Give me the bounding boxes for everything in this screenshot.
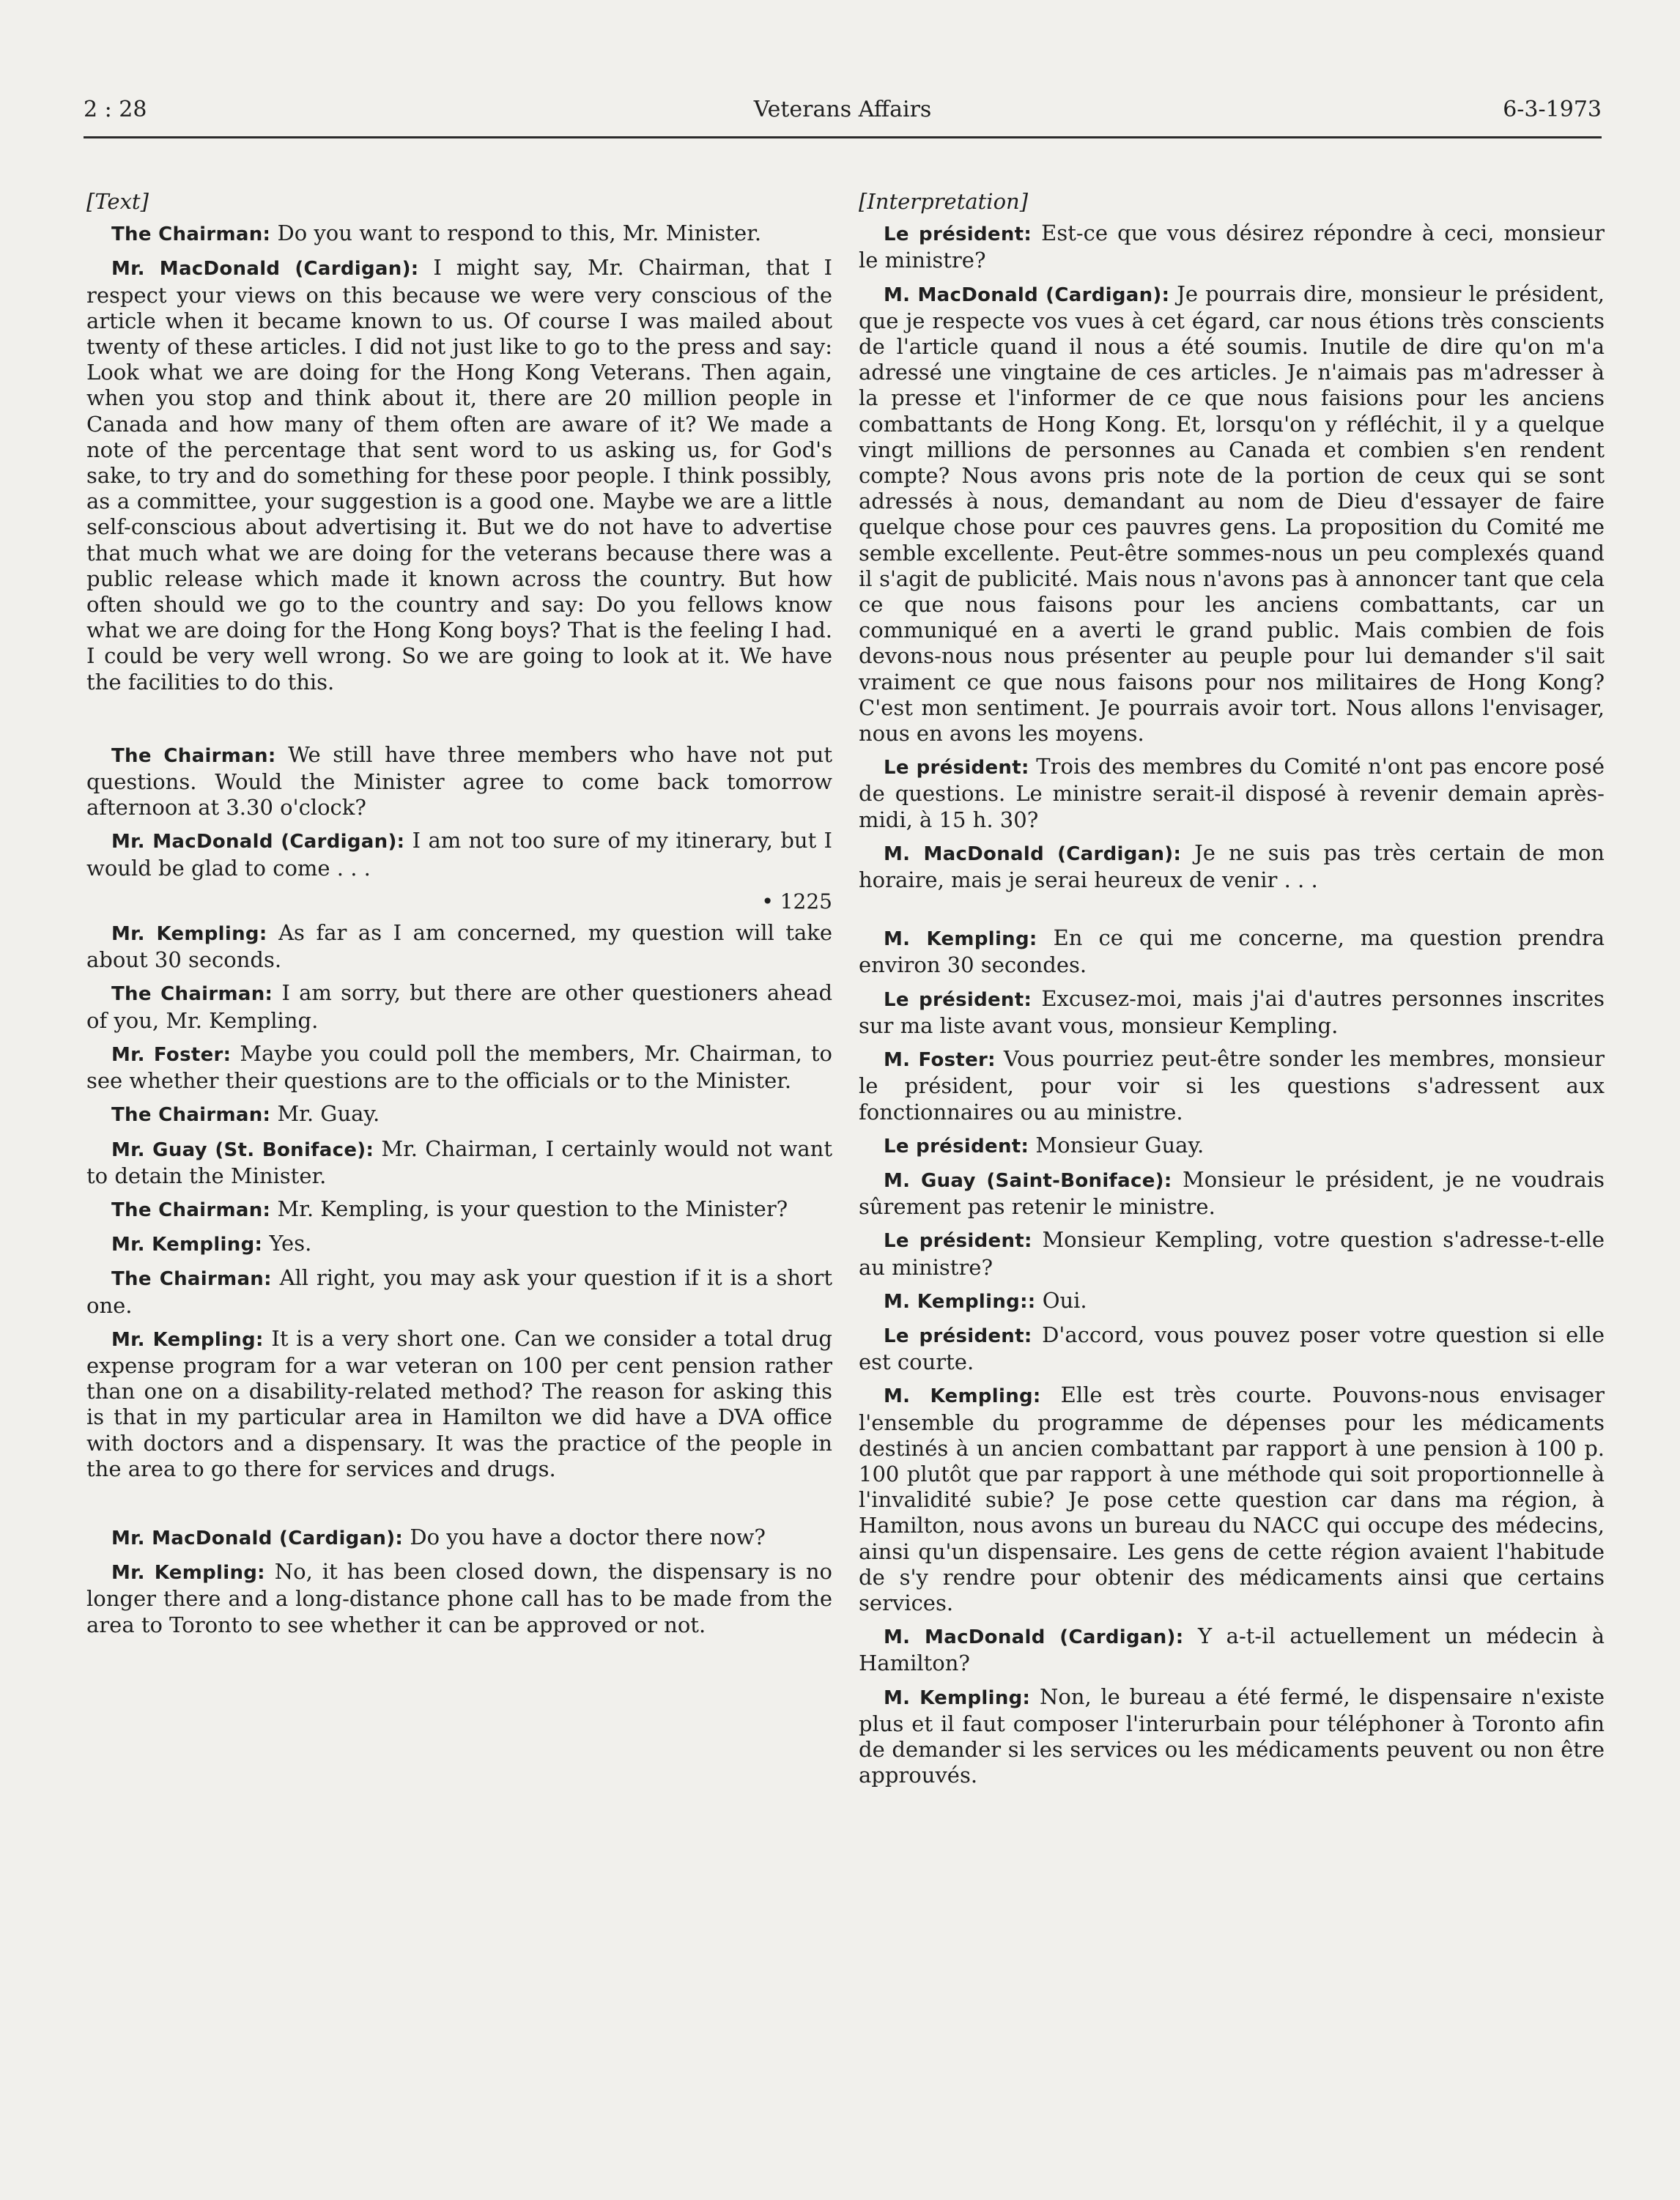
time-marker: • 1225 — [761, 889, 832, 914]
speaker-name: M. MacDonald (Cardigan): — [884, 1626, 1184, 1649]
speaker-name: The Chairman: — [111, 983, 273, 1006]
paragraph — [859, 925, 1605, 978]
speech-text: It is a very short one. Can we consider a total drug expense program for a war veteran on 100 per cent pension rather than one on a disability-related method? The reason for asking this is that in my particular area in Hamilton we did have a DVA office with doctors and a dispensary. It was the practice of the people in the area to go there for services and drugs. — [86, 1325, 833, 1481]
paragraph — [86, 255, 832, 695]
speech-text: Non, le bureau a été fermé, le dispensaire n'existe plus et il faut composer l'interurbain pour téléphoner à Toronto afin de demander si les services ou les médicaments peuvent ou non être approuvés. — [859, 1684, 1605, 1788]
speaker-name: M. MacDonald (Cardigan): — [884, 284, 1170, 306]
speech-text: As far as I am concerned, my question will take about 30 seconds. — [86, 920, 833, 973]
paragraph — [859, 754, 1605, 833]
speaker-name: M. Guay (Saint-Boniface): — [884, 1169, 1172, 1192]
speech-text: Monsieur le président, je ne voudrais sûrement pas retenir le ministre. — [859, 1166, 1605, 1220]
page-header — [84, 94, 1602, 138]
speech-text: Excusez-moi, mais j'ai d'autres personnes inscrites sur ma liste avant vous, monsieur Kempling. — [859, 985, 1605, 1038]
speech-text: I am sorry, but there are other questioners ahead of you, Mr. Kempling. — [86, 980, 833, 1033]
paragraph — [86, 1101, 832, 1128]
paragraph — [859, 1227, 1605, 1280]
paragraph — [859, 986, 1605, 1039]
paragraph — [859, 1623, 1605, 1676]
paragraph — [86, 1136, 832, 1189]
speech-text: Mr. Chairman, I certainly would not want to detain the Minister. — [86, 1136, 832, 1188]
french-column — [859, 189, 1605, 1796]
paragraph — [859, 221, 1605, 273]
paragraph — [859, 840, 1605, 893]
paragraph — [859, 1684, 1605, 1789]
speaker-name: Le président: — [884, 223, 1032, 246]
speech-text: Est-ce que vous désirez répondre à ceci, monsieur le ministre? — [859, 221, 1605, 273]
paragraph — [86, 1559, 832, 1638]
speaker-name: Mr. Guay (St. Boniface): — [111, 1138, 374, 1161]
speech-text: We still have three members who have not put questions. Would the Minister agree to come back tomorrow afternoon at 3.30 o'clock? — [86, 741, 832, 821]
speaker-name: Le président: — [884, 1325, 1032, 1347]
paragraph — [86, 1265, 832, 1318]
speaker-name: Mr. Foster: — [111, 1043, 232, 1066]
speaker-name: M. Kempling:: — [884, 1290, 1036, 1313]
speech-text: Elle est très courte. Pouvons-nous envisager l'ensemble du programme de dépenses pour les médicaments destinés à un ancien combattant par rapport à une pension à 100 p. 100 plutôt que par rapport à une méthode qui soit proportionnelle à l'invalidité subie? Je pose cette question car dans ma région, à Hamilton, nous avons un bureau du NACC qui occupe des médecins, ainsi qu'un dispensaire. Les gens de cette région avaient l'habitude de s'y rendre pour obtenir des médicaments ainsi que certains services. — [859, 1382, 1605, 1615]
speaker-name: Mr. MacDonald (Cardigan): — [111, 1527, 404, 1549]
speaker-name: Mr. Kempling: — [111, 1328, 264, 1351]
speaker-name: The Chairman: — [111, 223, 271, 246]
paragraph — [86, 742, 832, 821]
paragraph — [86, 1196, 832, 1223]
paragraph — [86, 1231, 832, 1258]
speaker-name: M. Kempling: — [884, 1686, 1031, 1709]
speech-text: Yes. — [262, 1231, 312, 1256]
section-label: [Text] — [86, 189, 149, 214]
speech-text: Maybe you could poll the members, Mr. Chairman, to see whether their questions are to the officials or to the Minister. — [86, 1040, 833, 1094]
paragraph — [86, 1041, 832, 1094]
speech-text: Vous pourriez peut-être sonder les membres, monsieur le président, pour voir si les questions s'adressent aux fonctionnaires ou au ministre. — [859, 1046, 1605, 1125]
paragraph — [859, 1322, 1605, 1375]
speech-text: Je ne suis pas très certain de mon horaire, mais je serai heureux de venir . . . — [859, 840, 1605, 893]
speaker-name: Mr. MacDonald (Cardigan): — [111, 258, 419, 281]
running-title: Veterans Affairs — [753, 97, 932, 122]
english-column — [86, 189, 832, 1645]
speaker-name: M. Kempling: — [884, 928, 1037, 951]
speech-text: No, it has been closed down, the dispensary is no longer there and a long-distance phone call has to be made from the area to Toronto to see whether it can be approved or not. — [86, 1559, 833, 1637]
speaker-name: Le président: — [884, 1135, 1029, 1158]
speech-text: Y a-t-il actuellement un médecin à Hamilton? — [859, 1623, 1605, 1676]
speech-text: I am not too sure of my itinerary, but I would be glad to come . . . — [86, 828, 833, 881]
paragraph — [859, 1382, 1605, 1616]
speaker-name: Le président: — [884, 1230, 1032, 1253]
speaker-name: The Chairman: — [111, 1268, 272, 1291]
speaker-name: Le président: — [884, 757, 1029, 779]
speech-text: Trois des membres du Comité n'ont pas encore posé de questions. Le ministre serait-il disposé à revenir demain après-midi, à 15 h. 30? — [859, 754, 1605, 832]
speaker-name: Le président: — [884, 988, 1032, 1011]
speaker-name: M. MacDonald (Cardigan): — [884, 842, 1182, 865]
speaker-name: M. Foster: — [884, 1049, 996, 1072]
speech-text: D'accord, vous pouvez poser votre question si elle est courte. — [859, 1322, 1605, 1375]
page-number: 2 : 28 — [84, 97, 147, 122]
paragraph — [859, 1288, 1605, 1315]
paragraph — [859, 1046, 1605, 1125]
speech-text: Mr. Guay. — [270, 1101, 380, 1127]
speech-text: All right, you may ask your question if it is a short one. — [86, 1265, 833, 1318]
page-date: 6-3-1973 — [1503, 97, 1602, 122]
paragraph — [86, 980, 832, 1033]
paragraph — [859, 1167, 1605, 1220]
speaker-name: Mr. MacDonald (Cardigan): — [111, 831, 405, 853]
speaker-name: Mr. Kempling: — [111, 1562, 265, 1585]
speech-text: Monsieur Guay. — [1029, 1132, 1205, 1158]
speaker-name: M. Kempling: — [884, 1385, 1041, 1408]
speech-text: Je pourrais dire, monsieur le président, que je respecte vos vues à cet égard, car nous étions très conscients de l'article quand il nous a été soumis. Inutile de dire qu'on m'a adressé une vingtaine de ces articles. Je n'aimais pas m'adresser à la presse et l'informer de ce que nous faisions pour les anciens combattants de Hong Kong. Et, lorsqu'on y réfléchit, il y a quelque vingt millions de personnes au Canada et combien s'en rendent compte? Nous avons pris note de la portion de ceux qui se sont adressés à nous, demandant au nom de Dieu d'essayer de faire quelque chose pour ces pauvres gens. La proposition du Comité me semble excellente. Peut-être sommes-nous un peu complexés quand il s'agit de publicité. Mais nous n'avons pas à annoncer tant que cela ce que nous faisons pour les anciens combattants, car un communiqué en a averti le grand public. Mais combien de fois devons-nous nous présenter au peuple pour lui demander s'il sait vraiment ce que nous faisons pour nos militaires de Hong Kong? C'est mon sentiment. Je pourrais avoir tort. Nous allons l'envisager, nous en avons les moyens. — [859, 281, 1605, 747]
speech-text: I might say, Mr. Chairman, that I respect your views on this because we were very conscious of the article when it became known to us. Of course I was mailed about twenty of these articles. I did not just like to go to the press and say: Look what we are doing for the Hong Kong Veterans. Then again, when you stop and think about it, there are 20 million people in Canada and how many of them often are aware of it? We made a note of the percentage that sent word to us asking us, for God's sake, to try and do something for these poor people. I think possibly, as a committee, your suggestion is a good one. Maybe we are a little self-conscious about advertising it. But we do not have to advertise that much what we are doing for the veterans because there was a public release which made it known across the country. But how often should we go to the country and say: Do you fellows know what we are doing for the Hong Kong boys? That is the feeling I had. I could be very well wrong. So we are going to look at it. We have the facilities to do this. — [86, 255, 833, 695]
speech-text: Do you want to respond to this, Mr. Minister. — [270, 221, 762, 246]
speech-text: Do you have a doctor there now? — [403, 1524, 766, 1549]
paragraph — [86, 1525, 832, 1552]
paragraph — [86, 920, 832, 973]
paragraph — [86, 828, 832, 881]
speaker-name: The Chairman: — [111, 744, 276, 767]
speech-text: En ce qui me concerne, ma question prendra environ 30 secondes. — [859, 925, 1605, 978]
speaker-name: Mr. Kempling: — [111, 1234, 263, 1256]
speaker-name: The Chairman: — [111, 1104, 271, 1127]
speech-text: Monsieur Kempling, votre question s'adresse-t-elle au ministre? — [859, 1227, 1605, 1280]
speaker-name: The Chairman: — [111, 1199, 271, 1221]
paragraph — [86, 1326, 832, 1482]
speaker-name: Mr. Kempling: — [111, 923, 267, 946]
speech-text: Oui. — [1035, 1287, 1087, 1313]
paragraph — [859, 1133, 1605, 1160]
paragraph — [86, 221, 832, 248]
section-label: [Interpretation] — [859, 189, 1029, 214]
paragraph — [859, 281, 1605, 747]
speech-text: Mr. Kempling, is your question to the Minister? — [270, 1196, 788, 1221]
